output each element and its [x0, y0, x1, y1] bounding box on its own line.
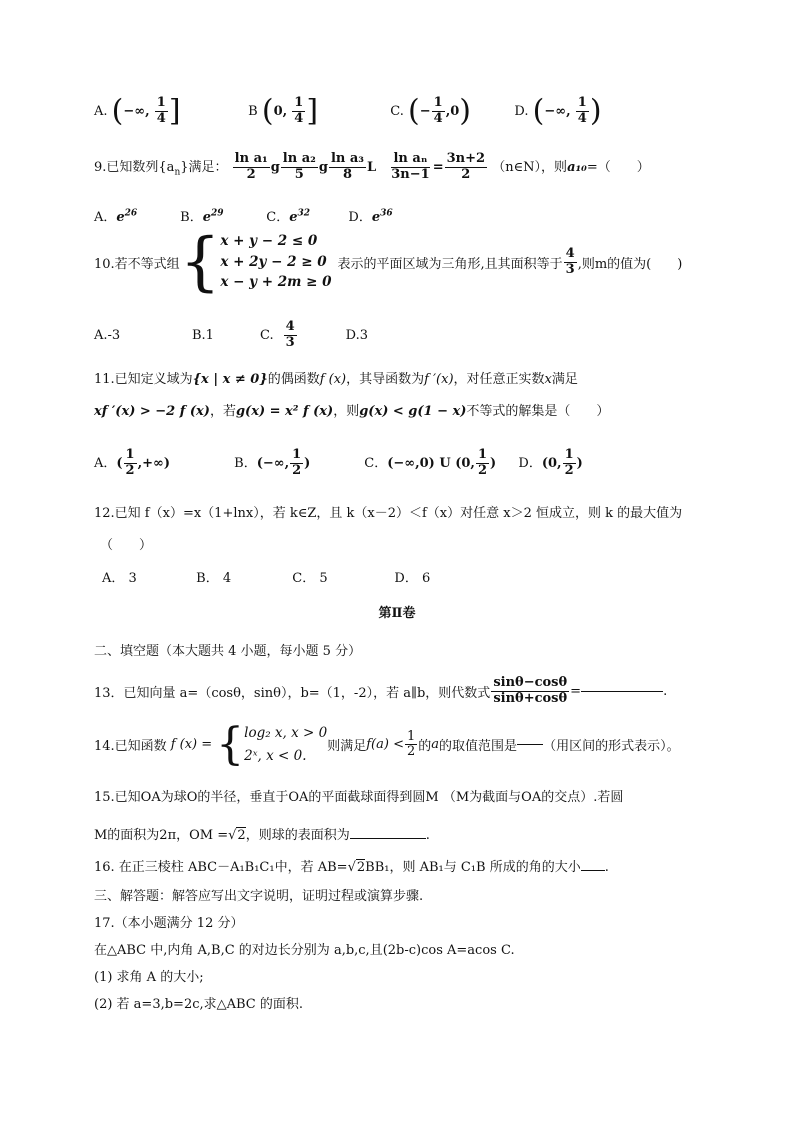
- q9-stem: 9.已知数列$\{a_n\}$满足： $\frac{\text{ln a₁}}{2}$ g $\frac{\text{ln a₂}}{5}$ g $\frac{\text{ln a₃}}{8}$ L $\frac{\text{ln aₙ}}{3n-1}$ = $\frac{3n+2}{2}$ （n∈N），则a₁₀=（ ）: [94, 151, 650, 182]
- fraction: $\frac{1}{4}$: [156, 95, 166, 126]
- q8-options: [94, 93, 602, 129]
- q8-option-a: A. (−∞, $\frac{1}{4}$ ]: [94, 93, 181, 129]
- q11-line2: xf ′(x) > −2 f (x)，若g(x) = x² f (x)，则g(x) < g(1 − x)不等式的解集是（ ）: [94, 404, 610, 419]
- q10-stem: 10.若不等式组 { x + y − 2 ≤ 0 x + 2y − 2 ≥ 0 x − y + 2m ≥ 0 表示的平面区域为三角形,且其面积等于 $\frac{4}{3}$ ,则m的值为( ): [94, 225, 683, 299]
- inequality-system: x + y − 2 ≤ 0 x + 2y − 2 ≥ 0 x − y + 2m ≥ 0: [220, 232, 332, 291]
- q9-options: A．$e^{26}$ B．$e^{29}$ C．$e^{32}$ D．$e^{36}$: [94, 208, 393, 225]
- q14: 14.已知函数 f (x) = { log₂ x, x > 0 2ˣ, x < 0. 则满足 f(a) < $\frac{1}{2}$ 的 a 的取值范围是 （用区间的形式表示）。: [94, 718, 680, 770]
- q11-line1: 11.已知定义域为{x | x ≠ 0}的偶函数f (x)，其导函数为f ′(x)，对任意正实数x满足: [94, 372, 578, 387]
- q17-title: 17.（本小题满分 12 分）: [94, 916, 244, 931]
- solve-heading: 三、解答题：解答应写出文字说明，证明过程或演算步骤.: [94, 889, 424, 904]
- q8-option-b: B (0, $\frac{1}{4}$ ]: [248, 93, 319, 129]
- q15-line2: M的面积为2π，OM =√2，则球的表面积为 .: [94, 828, 430, 843]
- section-title: 第Ⅱ卷: [378, 606, 416, 621]
- fill-heading: 二、填空题（本大题共 4 小题，每小题 5 分）: [94, 644, 362, 659]
- q17-stem: 在△ABC 中,内角 A,B,C 的对边长分别为 a,b,c,且(2b-c)cos A=acos C.: [94, 943, 515, 958]
- q13: 13．已知向量 a=（cosθ，sinθ），b=（1，-2），若 a∥b，则代数式 $\frac{\sin\theta-\cos\theta}{\sin\theta+\cos\theta}$ = .: [94, 675, 668, 706]
- q16: 16. 在正三棱柱 ABC－A₁B₁C₁中，若 AB=√2BB₁，则 AB₁与 C₁B 所成的角的大小 .: [94, 860, 609, 875]
- q12-options: A． 3 B． 4 C． 5 D． 6: [102, 571, 431, 586]
- q10-options: A.-3 B.1 C. $\frac{4}{3}$ D.3: [94, 319, 369, 350]
- q8-option-d: D. (−∞, $\frac{1}{4}$ ): [514, 93, 602, 129]
- q17-part1: (1) 求角 A 的大小;: [94, 970, 204, 985]
- q8-option-c: C. (− $\frac{1}{4}$ ,0): [390, 93, 472, 129]
- q11-options: A．( $\frac{1}{2}$ ,+∞) B．(−∞, $\frac{1}{2}$ ) C．(−∞,0) U (0, $\frac{1}{2}$ ) D．(0, $\frac{1}{2}$ ): [94, 447, 583, 478]
- q17-part2: (2) 若 a=3,b=2c,求△ABC 的面积.: [94, 997, 304, 1012]
- q15-line1: 15.已知OA为球O的半径，垂直于OA的平面截球面得到圆M （M为截面与OA的交点）.若圆: [94, 790, 624, 805]
- q12-line1: 12.已知 f（x）=x（1+lnx），若 k∈Z，且 k（x－2）＜f（x）对任意 x＞2 恒成立，则 k 的最大值为: [94, 506, 683, 521]
- q12-line2: （ ）: [100, 538, 153, 553]
